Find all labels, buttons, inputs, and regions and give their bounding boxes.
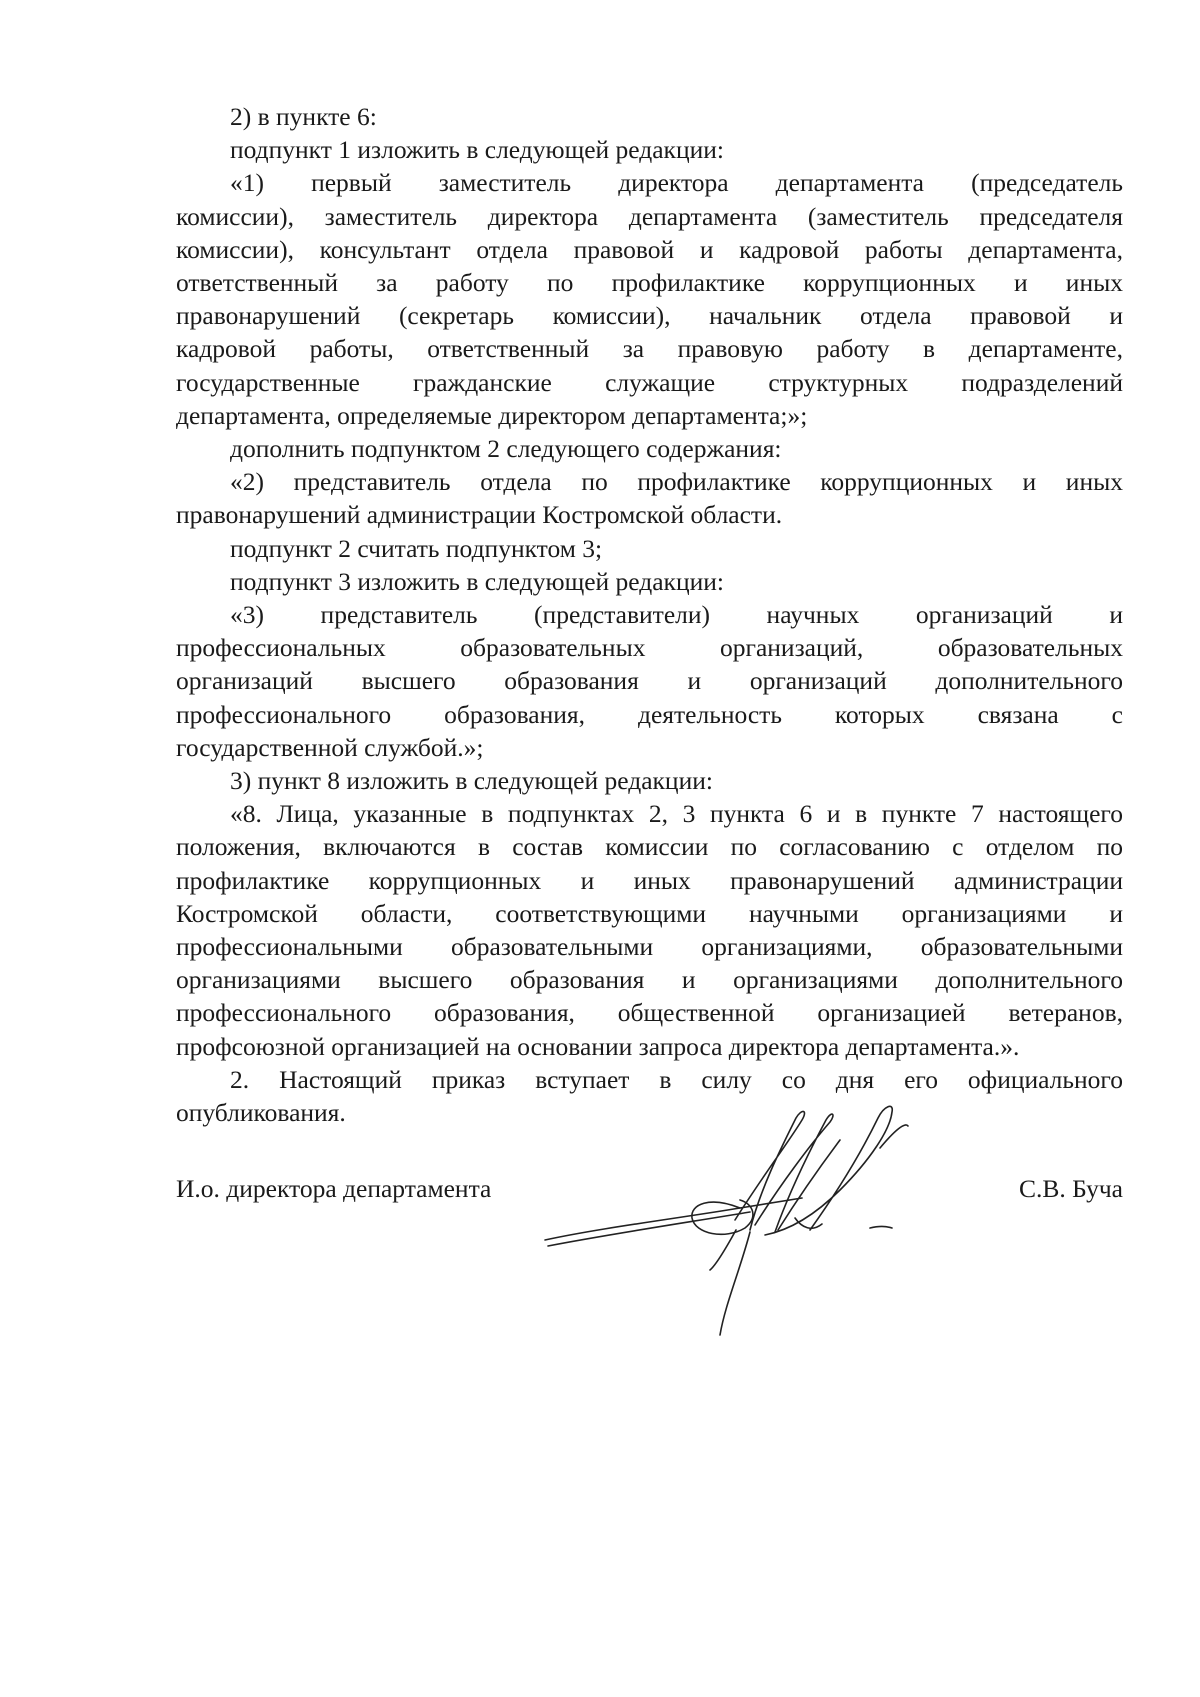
line: профилактике коррупционных и иных правонарушений администрации: [176, 865, 1123, 895]
line: подпункт 2 считать подпунктом 3;: [230, 533, 603, 563]
line: профессионального образования, деятельность которых связана с: [176, 699, 1123, 729]
paragraph-3: [176, 166, 1123, 432]
line: «3) представитель (представители) научных организаций и: [230, 600, 1123, 630]
line: кадровой работы, ответственный за правовую работу в департаменте,: [176, 334, 1123, 364]
line: «8. Лица, указанные в подпунктах 2, 3 пункта 6 и в пункте 7 настоящего: [230, 799, 1123, 829]
line: государственные гражданские служащие структурных подразделений: [176, 367, 1123, 397]
line: опубликования.: [176, 1098, 346, 1128]
line: «1) первый заместитель директора департамента (председатель: [230, 168, 1123, 198]
line: комиссии), консультант отдела правовой и кадровой работы департамента,: [176, 234, 1123, 264]
paragraph-2: [176, 133, 1123, 166]
line: профессионального образования, общественной организацией ветеранов,: [176, 998, 1123, 1028]
line: организаций высшего образования и организаций дополнительного: [176, 666, 1123, 696]
line: профсоюзной организацией на основании запроса директора департамента.».: [176, 1031, 1020, 1061]
line: профессиональными образовательными организациями, образовательными: [176, 932, 1123, 962]
line: ответственный за работу по профилактике коррупционных и иных: [176, 268, 1123, 298]
line: подпункт 3 изложить в следующей редакции:: [230, 566, 724, 596]
line: подпункт 1 изложить в следующей редакции:: [230, 135, 724, 165]
paragraph-6: [176, 532, 1123, 565]
line: Костромской области, соответствующими научными организациями и: [176, 898, 1123, 928]
line: правонарушений администрации Костромской области.: [176, 500, 783, 530]
paragraph-7: [176, 565, 1123, 598]
paragraph-1: [176, 100, 1123, 133]
line: дополнить подпунктом 2 следующего содержания:: [230, 434, 782, 464]
paragraph-5: [176, 465, 1123, 531]
line: организациями высшего образования и организациями дополнительного: [176, 965, 1123, 995]
handwritten-signature-icon: [540, 1100, 970, 1340]
paragraph-10: [176, 797, 1123, 1063]
line: профессиональных образовательных организаций, образовательных: [176, 633, 1123, 663]
line: положения, включаются в состав комиссии по согласованию с отделом по: [176, 832, 1123, 862]
line: «2) представитель отдела по профилактике коррупционных и иных: [230, 467, 1123, 497]
line: департамента, определяемые директором департамента;»;: [176, 400, 808, 430]
paragraph-4: [176, 432, 1123, 465]
line: государственной службой.»;: [176, 732, 484, 762]
line: 2. Настоящий приказ вступает в силу со дня его официального: [230, 1064, 1123, 1094]
signatory-name: С.В. Буча: [1018, 1174, 1123, 1203]
line: правонарушений (секретарь комиссии), начальник отдела правовой и: [176, 301, 1123, 331]
line: 3) пункт 8 изложить в следующей редакции:: [230, 766, 713, 796]
paragraph-8: [176, 598, 1123, 764]
position-title: И.о. директора департамента: [176, 1174, 492, 1203]
document-body: [176, 100, 1123, 1129]
line: комиссии), заместитель директора департамента (заместитель председателя: [176, 201, 1123, 231]
paragraph-9: [176, 764, 1123, 797]
line: 2) в пункте 6:: [230, 102, 377, 131]
